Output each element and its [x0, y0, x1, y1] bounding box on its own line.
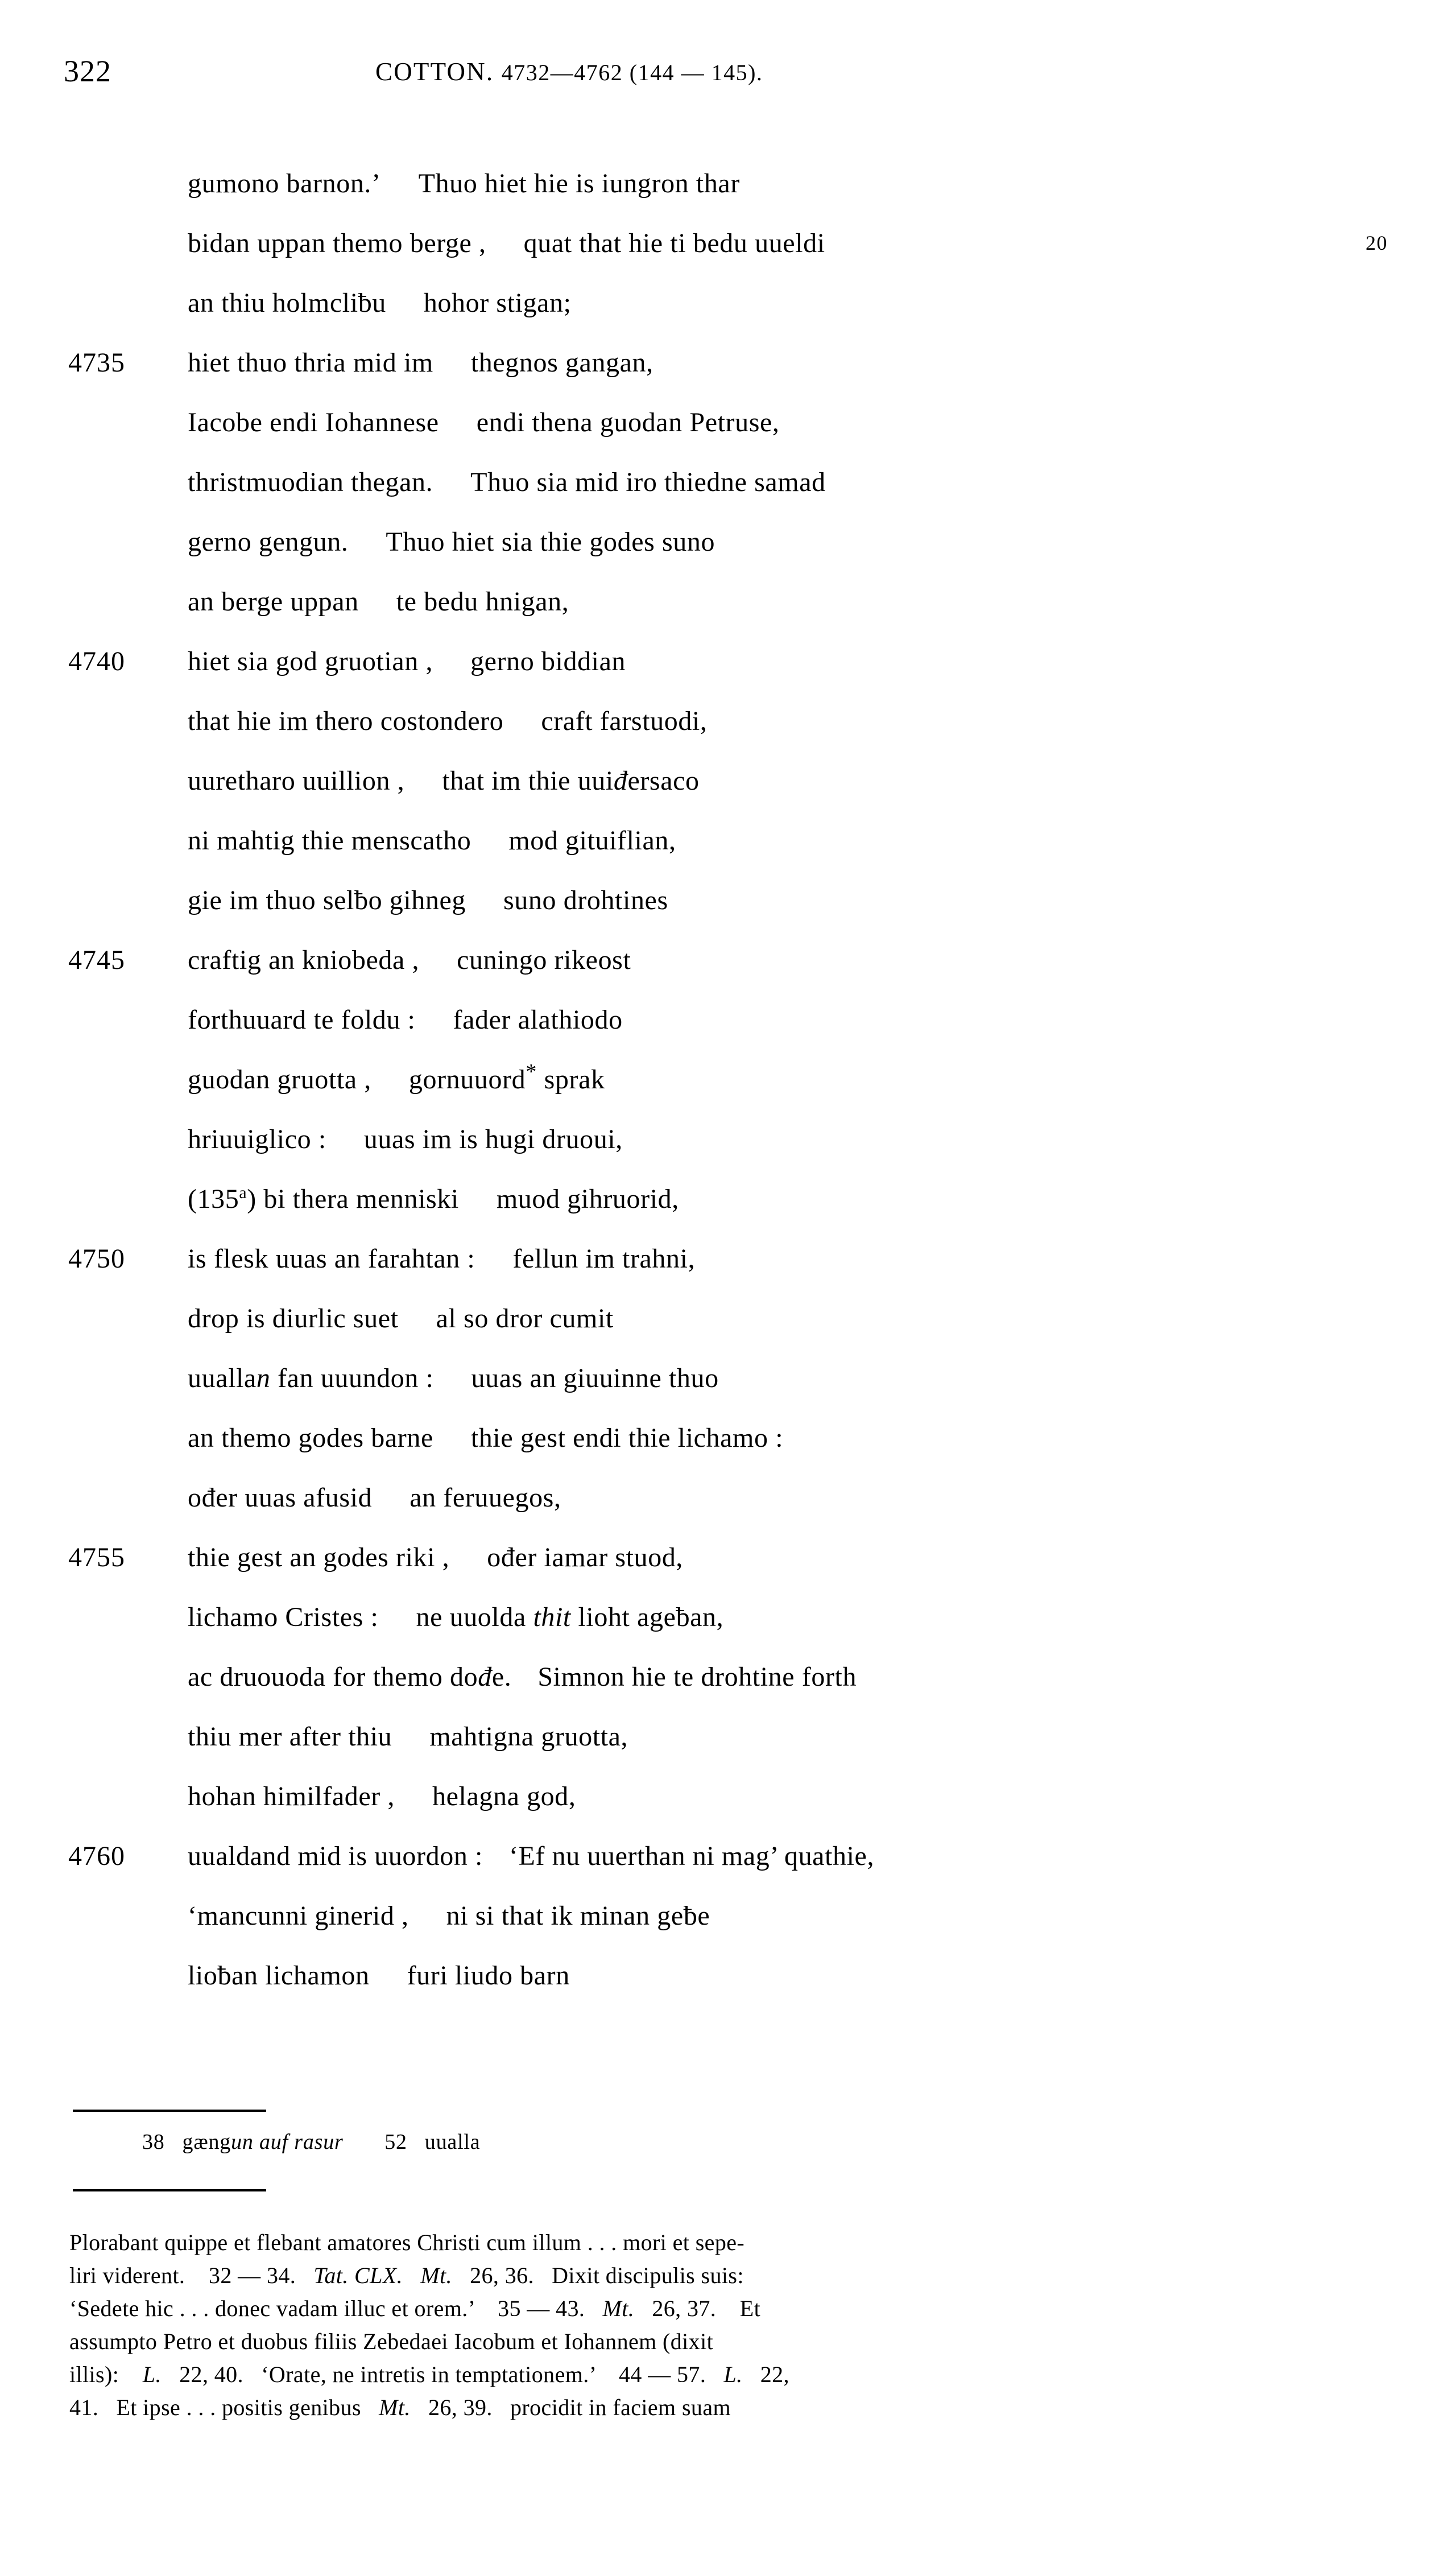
latin-note-line	[69, 2226, 1389, 2259]
verse-text: an thiu holmcliƀu hohor stigan;	[188, 288, 572, 318]
verse-text: ‘mancunni ginerid , ni si that ik minan geƀe	[188, 1901, 710, 1931]
verse-line	[0, 1348, 1456, 1408]
verse-text: bidan uppan themo berge , quat that hie ti bedu uueldi	[188, 228, 825, 258]
verse-text: craftig an kniobeda , cuningo rikeost	[188, 945, 631, 975]
latin-note-line	[69, 2358, 1389, 2391]
latin-ref-tatian: Tat. CLX.	[313, 2263, 403, 2288]
document-page	[0, 56, 1456, 2559]
verse-text: guodan gruotta , gornuuord* sprak	[188, 1060, 605, 1095]
verse-text: lichamo Cristes : ne uuolda thit lioht ageƀan,	[188, 1602, 724, 1632]
verse-line	[0, 1946, 1456, 2005]
verse-number: 4760	[68, 1841, 125, 1871]
verse-line	[0, 213, 1456, 273]
verse-number: 4745	[68, 945, 125, 975]
apparatus-entry-1-note: un auf rasur	[231, 2130, 344, 2154]
apparatus-rule-top	[73, 2110, 266, 2112]
verse-line	[0, 393, 1456, 452]
latin-ref-chapter: 22, 40.	[179, 2362, 243, 2387]
verse-text: uuretharo uuillion , that im thie uuiđersaco	[188, 766, 700, 796]
latin-ref-luke: L.	[142, 2362, 162, 2387]
apparatus-criticus	[142, 2129, 480, 2154]
verse-text: (135$^a$) bi thera menniski muod gihruorid,	[188, 1183, 679, 1214]
verse-text: uuallan fan uuundon : uuas an giuuinne thuo	[188, 1363, 719, 1393]
verse-text: ac druouoda for themo dođe. Simnon hie te drohtine forth	[188, 1662, 857, 1692]
verse-text: drop is diurlic suet al so dror cumit	[188, 1303, 614, 1334]
verse-line	[0, 632, 1456, 691]
verse-text: hiet thuo thria mid im thegnos gangan,	[188, 348, 653, 378]
verse-line	[0, 154, 1456, 213]
latin-text: illis):	[69, 2362, 119, 2387]
verse-text: uualdand mid is uuordon : ‘Ef nu uuerthan ni mag’ quathie,	[188, 1841, 875, 1871]
verse-text: lioƀan lichamon furi liudo barn	[188, 1960, 570, 1991]
apparatus-entry-1-word: gæng	[182, 2130, 231, 2154]
verse-line	[0, 930, 1456, 990]
verse-line	[0, 333, 1456, 393]
verse-line	[0, 1826, 1456, 1886]
verse-line	[0, 1528, 1456, 1587]
latin-text: Dixit discipulis suis:	[552, 2263, 744, 2288]
verse-text: thie gest an godes riki , ođer iamar stuod,	[188, 1542, 684, 1572]
verse-text: Iacobe endi Iohannese endi thena guodan Petruse,	[188, 407, 780, 437]
latin-note-line	[69, 2292, 1389, 2325]
latin-ref-chapter: 26, 36.	[470, 2263, 534, 2288]
latin-note-line	[69, 2391, 1389, 2424]
verse-line	[0, 691, 1456, 751]
verse-line	[0, 1587, 1456, 1647]
verse-text: ođer uuas afusid an feruuegos,	[188, 1483, 561, 1513]
verse-line	[0, 990, 1456, 1050]
verse-line	[0, 870, 1456, 930]
verse-number: 4755	[68, 1542, 125, 1572]
verse-text: an themo godes barne thie gest endi thie lichamo :	[188, 1423, 784, 1453]
latin-text: Plorabant quippe et flebant amatores Christi cum illum . . . mori et sepe-	[69, 2230, 745, 2255]
latin-verse-range: 44 — 57.	[619, 2362, 706, 2387]
latin-text: liri viderent.	[69, 2263, 185, 2288]
latin-verse-range: 32 — 34.	[208, 2263, 296, 2288]
verse-line	[0, 572, 1456, 632]
verse-text: gie im thuo selƀo gihneg suno drohtines	[188, 885, 668, 915]
latin-text: Et	[739, 2296, 761, 2321]
latin-ref-matthew: Mt.	[602, 2296, 635, 2321]
latin-quote: ‘Sedete hic . . . donec vadam illuc et orem.’	[69, 2296, 474, 2321]
verse-line	[0, 1408, 1456, 1468]
verse-text: is flesk uuas an farahtan : fellun im trahni,	[188, 1244, 696, 1274]
marginal-line-note: 20	[1366, 232, 1388, 254]
verse-number: 4740	[68, 646, 125, 676]
apparatus-rule-bottom	[73, 2189, 266, 2191]
verse-text: an berge uppan te bedu hnigan,	[188, 587, 569, 617]
verse-text: gumono barnon.’ Thuo hiet hie is iungron thar	[188, 168, 740, 199]
apparatus-entry-1-number: 38	[142, 2130, 165, 2154]
latin-ref-luke: L.	[723, 2362, 743, 2387]
latin-source-notes	[69, 2226, 1389, 2424]
verse-text: hriuuiglico : uuas im is hugi druoui,	[188, 1124, 623, 1154]
verse-line	[0, 751, 1456, 811]
verse-line	[0, 1468, 1456, 1528]
verse-line	[0, 811, 1456, 870]
verse-line	[0, 1886, 1456, 1946]
latin-ref-chapter: 22,	[760, 2362, 789, 2387]
verse-text: hohan himilfader , helagna god,	[188, 1781, 576, 1811]
verse-line	[0, 273, 1456, 333]
verse-line	[0, 1229, 1456, 1289]
verse-line	[0, 1707, 1456, 1766]
verse-line	[0, 1109, 1456, 1169]
verse-text: forthuuard te foldu : fader alathiodo	[188, 1005, 623, 1035]
latin-ref-chapter: 41.	[69, 2395, 99, 2420]
latin-ref-matthew: Mt.	[420, 2263, 452, 2288]
latin-text: procidit in faciem suam	[510, 2395, 731, 2420]
verse-text: thristmuodian thegan. Thuo sia mid iro thiedne samad	[188, 467, 826, 497]
head-title-refs: 4732—4762 (144 — 145).	[501, 60, 763, 85]
latin-note-line	[69, 2259, 1389, 2292]
verse-text: thiu mer after thiu mahtigna gruotta,	[188, 1722, 628, 1752]
latin-quote: ‘Orate, ne intretis in temptationem.’	[261, 2362, 595, 2387]
verse-number: 4750	[68, 1244, 125, 1274]
apparatus-entry-2-word: uualla	[424, 2130, 481, 2154]
latin-ref-matthew: Mt.	[379, 2395, 411, 2420]
page-title	[375, 59, 763, 85]
verse-line	[0, 1169, 1456, 1229]
verse-number: 4735	[68, 348, 125, 378]
head-title-main: COTTON.	[375, 57, 494, 86]
verse-line	[0, 452, 1456, 512]
verse-body	[0, 154, 1456, 2005]
latin-note-line	[69, 2325, 1389, 2358]
latin-text: Et ipse . . . positis genibus	[116, 2395, 361, 2420]
verse-text: that hie im thero costondero craft farstuodi,	[188, 706, 708, 736]
verse-line	[0, 1050, 1456, 1109]
latin-verse-range: 35 — 43.	[498, 2296, 585, 2321]
verse-text: ni mahtig thie menscatho mod gituiflian,	[188, 826, 676, 856]
page-number: 322	[64, 54, 111, 88]
verse-text: gerno gengun. Thuo hiet sia thie godes suno	[188, 527, 715, 557]
verse-text: hiet sia god gruotian , gerno biddian	[188, 646, 626, 676]
verse-line	[0, 512, 1456, 572]
apparatus-entry-2-number: 52	[384, 2130, 407, 2154]
latin-text: assumpto Petro et duobus filiis Zebedaei Iacobum et Iohannem (dixit	[69, 2329, 714, 2354]
verse-line	[0, 1647, 1456, 1707]
running-head	[0, 56, 1456, 141]
latin-ref-chapter: 26, 37.	[652, 2296, 717, 2321]
verse-line	[0, 1289, 1456, 1348]
verse-line	[0, 1766, 1456, 1826]
latin-ref-chapter: 26, 39.	[428, 2395, 493, 2420]
